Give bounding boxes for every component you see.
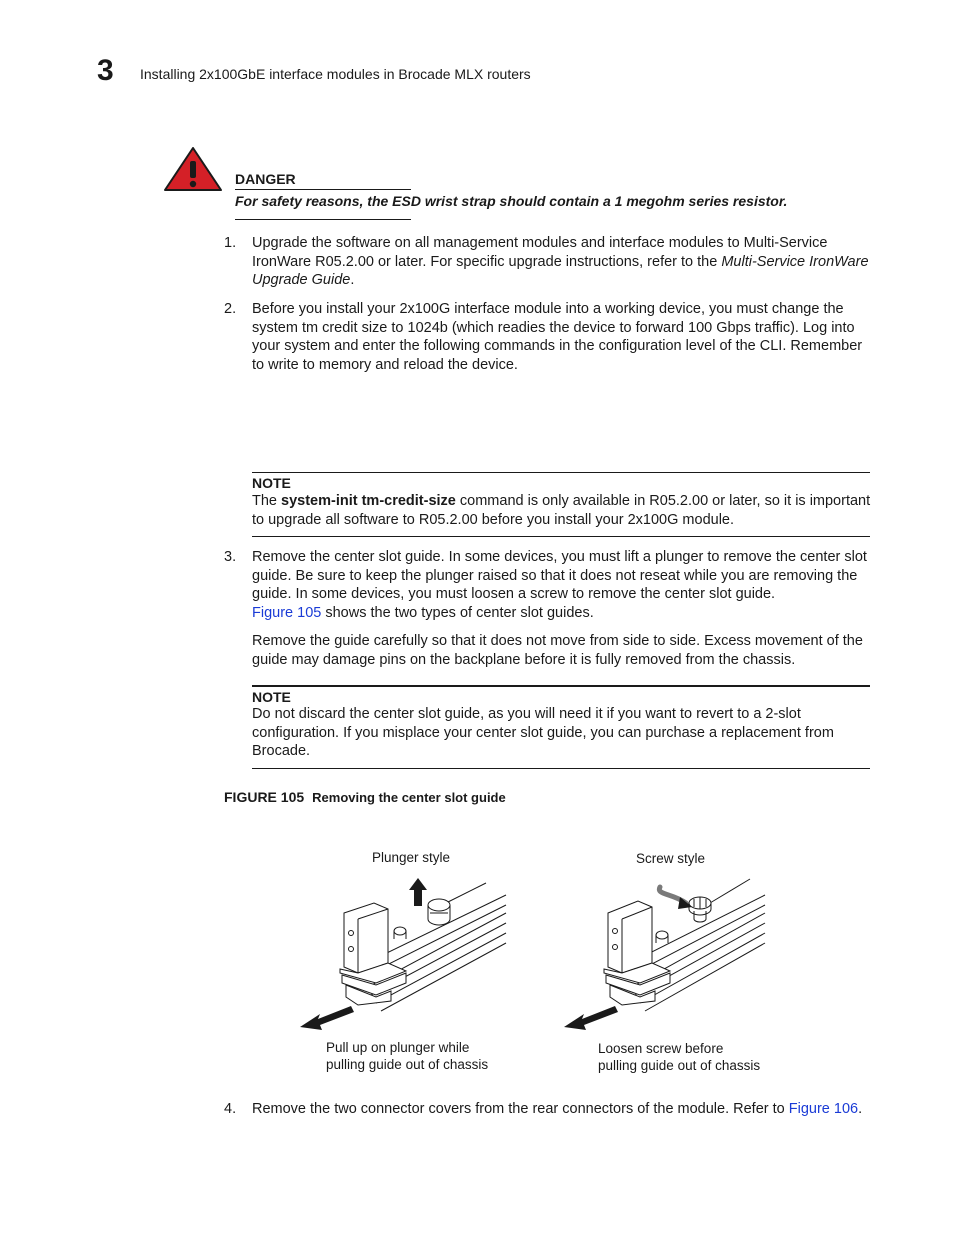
step-2-number: 2.: [224, 301, 237, 317]
screw-caption: Loosen screw before pulling guide out of chassis: [598, 1041, 761, 1073]
note-2-text: Do not discard the center slot guide, as you will need it if you want to revert to a 2-slot configuration. If you misplace your center slot guide, you can purchase a replacement from Brocade.: [252, 706, 834, 760]
plunger-style-illustration: [296, 873, 511, 1033]
step-2-text: Before you install your 2x100G interface module into a working device, you must change the system tm credit size to 1024b (which readies the device to forward 100 Gbps traffic). Log into your system and enter the following commands in the configuration level of the CLI. Remember to write to memory and reload the device.: [252, 301, 863, 373]
step-3-paragraph-2: Remove the guide carefully so that it does not move from side to side. Excess movement of the guide may damage pins on the backplane before it is fully removed from the chassis.: [252, 633, 863, 668]
upgrade-guide-title: Multi-Service IronWare Upgrade Guide: [252, 253, 869, 289]
note-1-text: The system-init tm-credit-size command is only available in R05.2.00 or later, so it is important to upgrade all software to R05.2.00 before you install your 2x100G module.: [252, 493, 871, 528]
danger-text: For safety reasons, the ESD wrist strap should contain a 1 megohm series resistor.: [235, 193, 788, 209]
figure-number: FIGURE 105: [224, 789, 305, 805]
figure-105-link[interactable]: Figure 105: [252, 604, 322, 621]
step-4-text: Remove the two connector covers from the rear connectors of the module. Refer to Figure 106.: [252, 1101, 863, 1117]
step-3-number: 3.: [224, 549, 237, 565]
step-1-text: Upgrade the software on all management modules and interface modules to Multi-Service IronWare R05.2.00 or later. For specific upgrade instructions, refer to the Multi-Service IronWare Upgrade Guide.: [252, 235, 869, 289]
danger-divider-bottom: [235, 219, 411, 220]
chapter-number: 3: [97, 54, 114, 87]
figure-106-link[interactable]: Figure 106: [788, 1101, 859, 1117]
danger-warning-icon: [163, 146, 223, 192]
note-1-label: NOTE: [252, 475, 291, 491]
command-name: system-init tm-credit-size: [281, 493, 456, 509]
plunger-style-label: Plunger style: [372, 850, 451, 865]
figure-caption: [224, 789, 506, 805]
step-3-text: Remove the center slot guide. In some devices, you must lift a plunger to remove the center slot guide. Be sure to keep the plunger raised so that it does not reseat while you are removing the guide. In some devices, you must loosen a screw to remove the center slot guide. Figure 105 shows the two types of center slot guides.: [252, 549, 867, 621]
figure-title: Removing the center slot guide: [312, 790, 506, 805]
note-2-divider-bottom: [252, 768, 870, 769]
note-1-divider-bottom: [252, 536, 870, 537]
chapter-title: Installing 2x100GbE interface modules in Brocade MLX routers: [140, 66, 531, 82]
step-1-number: 1.: [224, 235, 237, 251]
note-2-divider-top: [252, 685, 870, 687]
plunger-caption: Pull up on plunger while pulling guide out of chassis: [326, 1040, 489, 1072]
step-4-number: 4.: [224, 1101, 237, 1117]
danger-divider-top: [235, 189, 411, 190]
screw-style-illustration: [560, 873, 775, 1033]
screw-style-label: Screw style: [636, 851, 706, 866]
danger-label: DANGER: [235, 171, 296, 187]
note-2-label: NOTE: [252, 689, 291, 705]
note-1-divider-top: [252, 472, 870, 473]
